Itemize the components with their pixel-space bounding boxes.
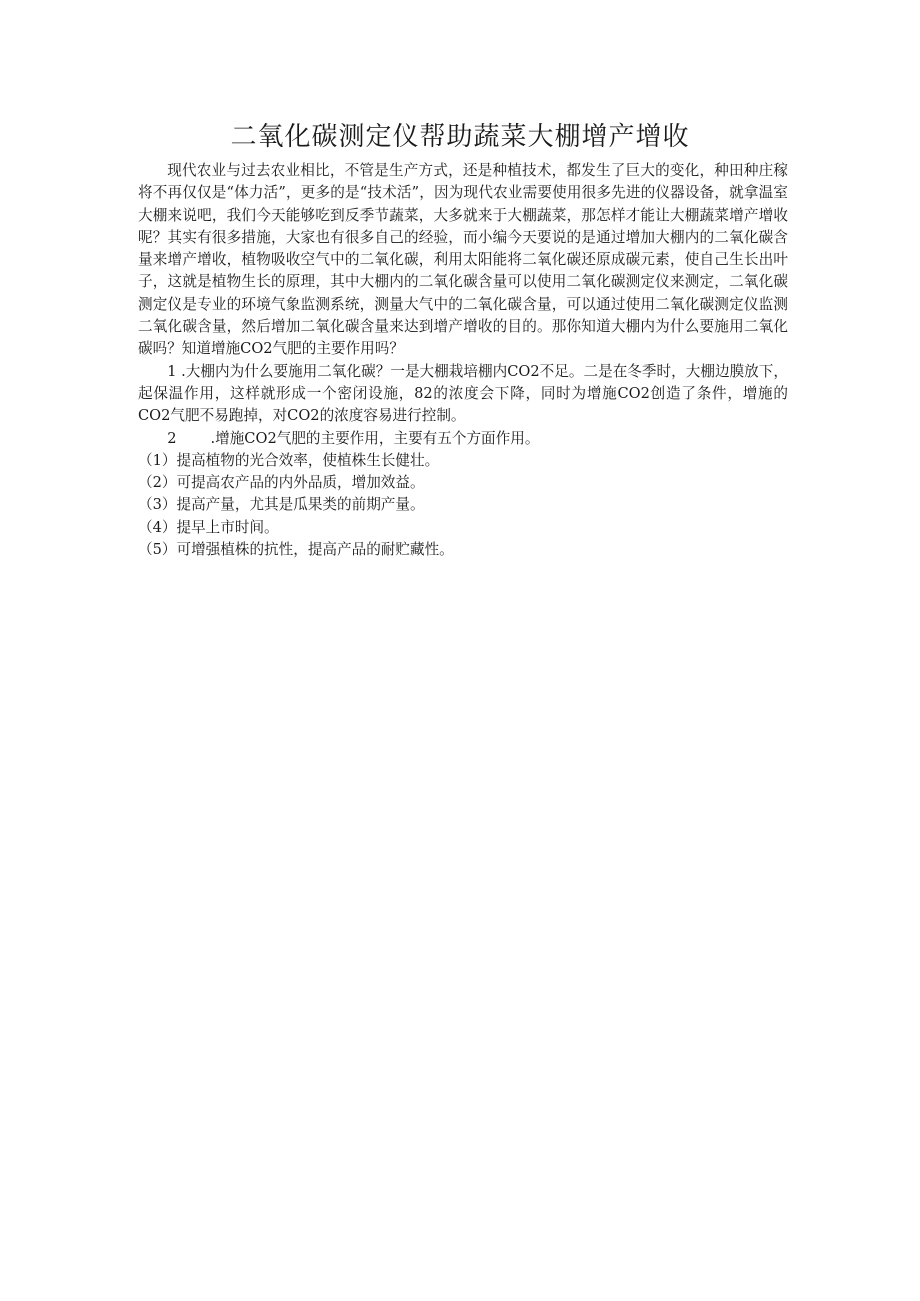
section-2-text: .增施CO2气肥的主要作用，主要有五个方面作用。 (210, 429, 540, 447)
document-title: 二氧化碳测定仪帮助蔬菜大棚增产增收 (230, 122, 690, 152)
document-body (138, 160, 788, 561)
section-2-paragraph (138, 428, 788, 450)
section-1-number: 1 (167, 362, 177, 380)
list-item: （3）提高产量，尤其是瓜果类的前期产量。 (138, 496, 425, 514)
section-2-number: 2 (167, 429, 177, 447)
list-item: （4）提早上市时间。 (138, 518, 279, 536)
list-item: （1）提高植物的光合效率，使植株生长健壮。 (138, 451, 440, 469)
section-1-text: .大棚内为什么要施用二氧化碳？一是大棚栽培棚内CO2不足。二是在冬季时，大棚边膜放下，起保温作用，这样就形成一个密闭设施，82的浓度会下降，同时为增施CO2创造了条件，增施的CO2气肥不易跑掉，对CO2的浓度容易进行控制。 (138, 362, 788, 425)
list-item: （5）可增强植株的抗性，提高产品的耐贮藏性。 (138, 541, 454, 559)
section-1-paragraph (138, 361, 788, 428)
list-item: （2）可提高农产品的内外品质，增加效益。 (138, 474, 425, 492)
intro-paragraph: 现代农业与过去农业相比，不管是生产方式，还是种植技术，都发生了巨大的变化，种田种庄稼将不再仅仅是“体力活”，更多的是“技术活”，因为现代农业需要使用很多先进的仪器设备，就拿温室大棚来说吧，我们今天能够吃到反季节蔬菜，大多就来于大棚蔬菜，那怎样才能让大棚蔬菜增产增收呢？其实有很多措施，大家也有很多自己的经验，而小编今天要说的是通过增加大棚内的二氧化碳含量来增产增收，植物吸收空气中的二氧化碳，利用太阳能将二氧化碳还原成碳元素，使自己生长出叶子，这就是植物生长的原理，其中大棚内的二氧化碳含量可以使用二氧化碳测定仪来测定，二氧化碳测定仪是专业的环境气象监测系统，测量大气中的二氧化碳含量，可以通过使用二氧化碳测定仪监测二氧化碳含量，然后增加二氧化碳含量来达到增产增收的目的。那你知道大棚内为什么要施用二氧化碳吗？知道增施CO2气肥的主要作用吗？ (138, 162, 788, 358)
